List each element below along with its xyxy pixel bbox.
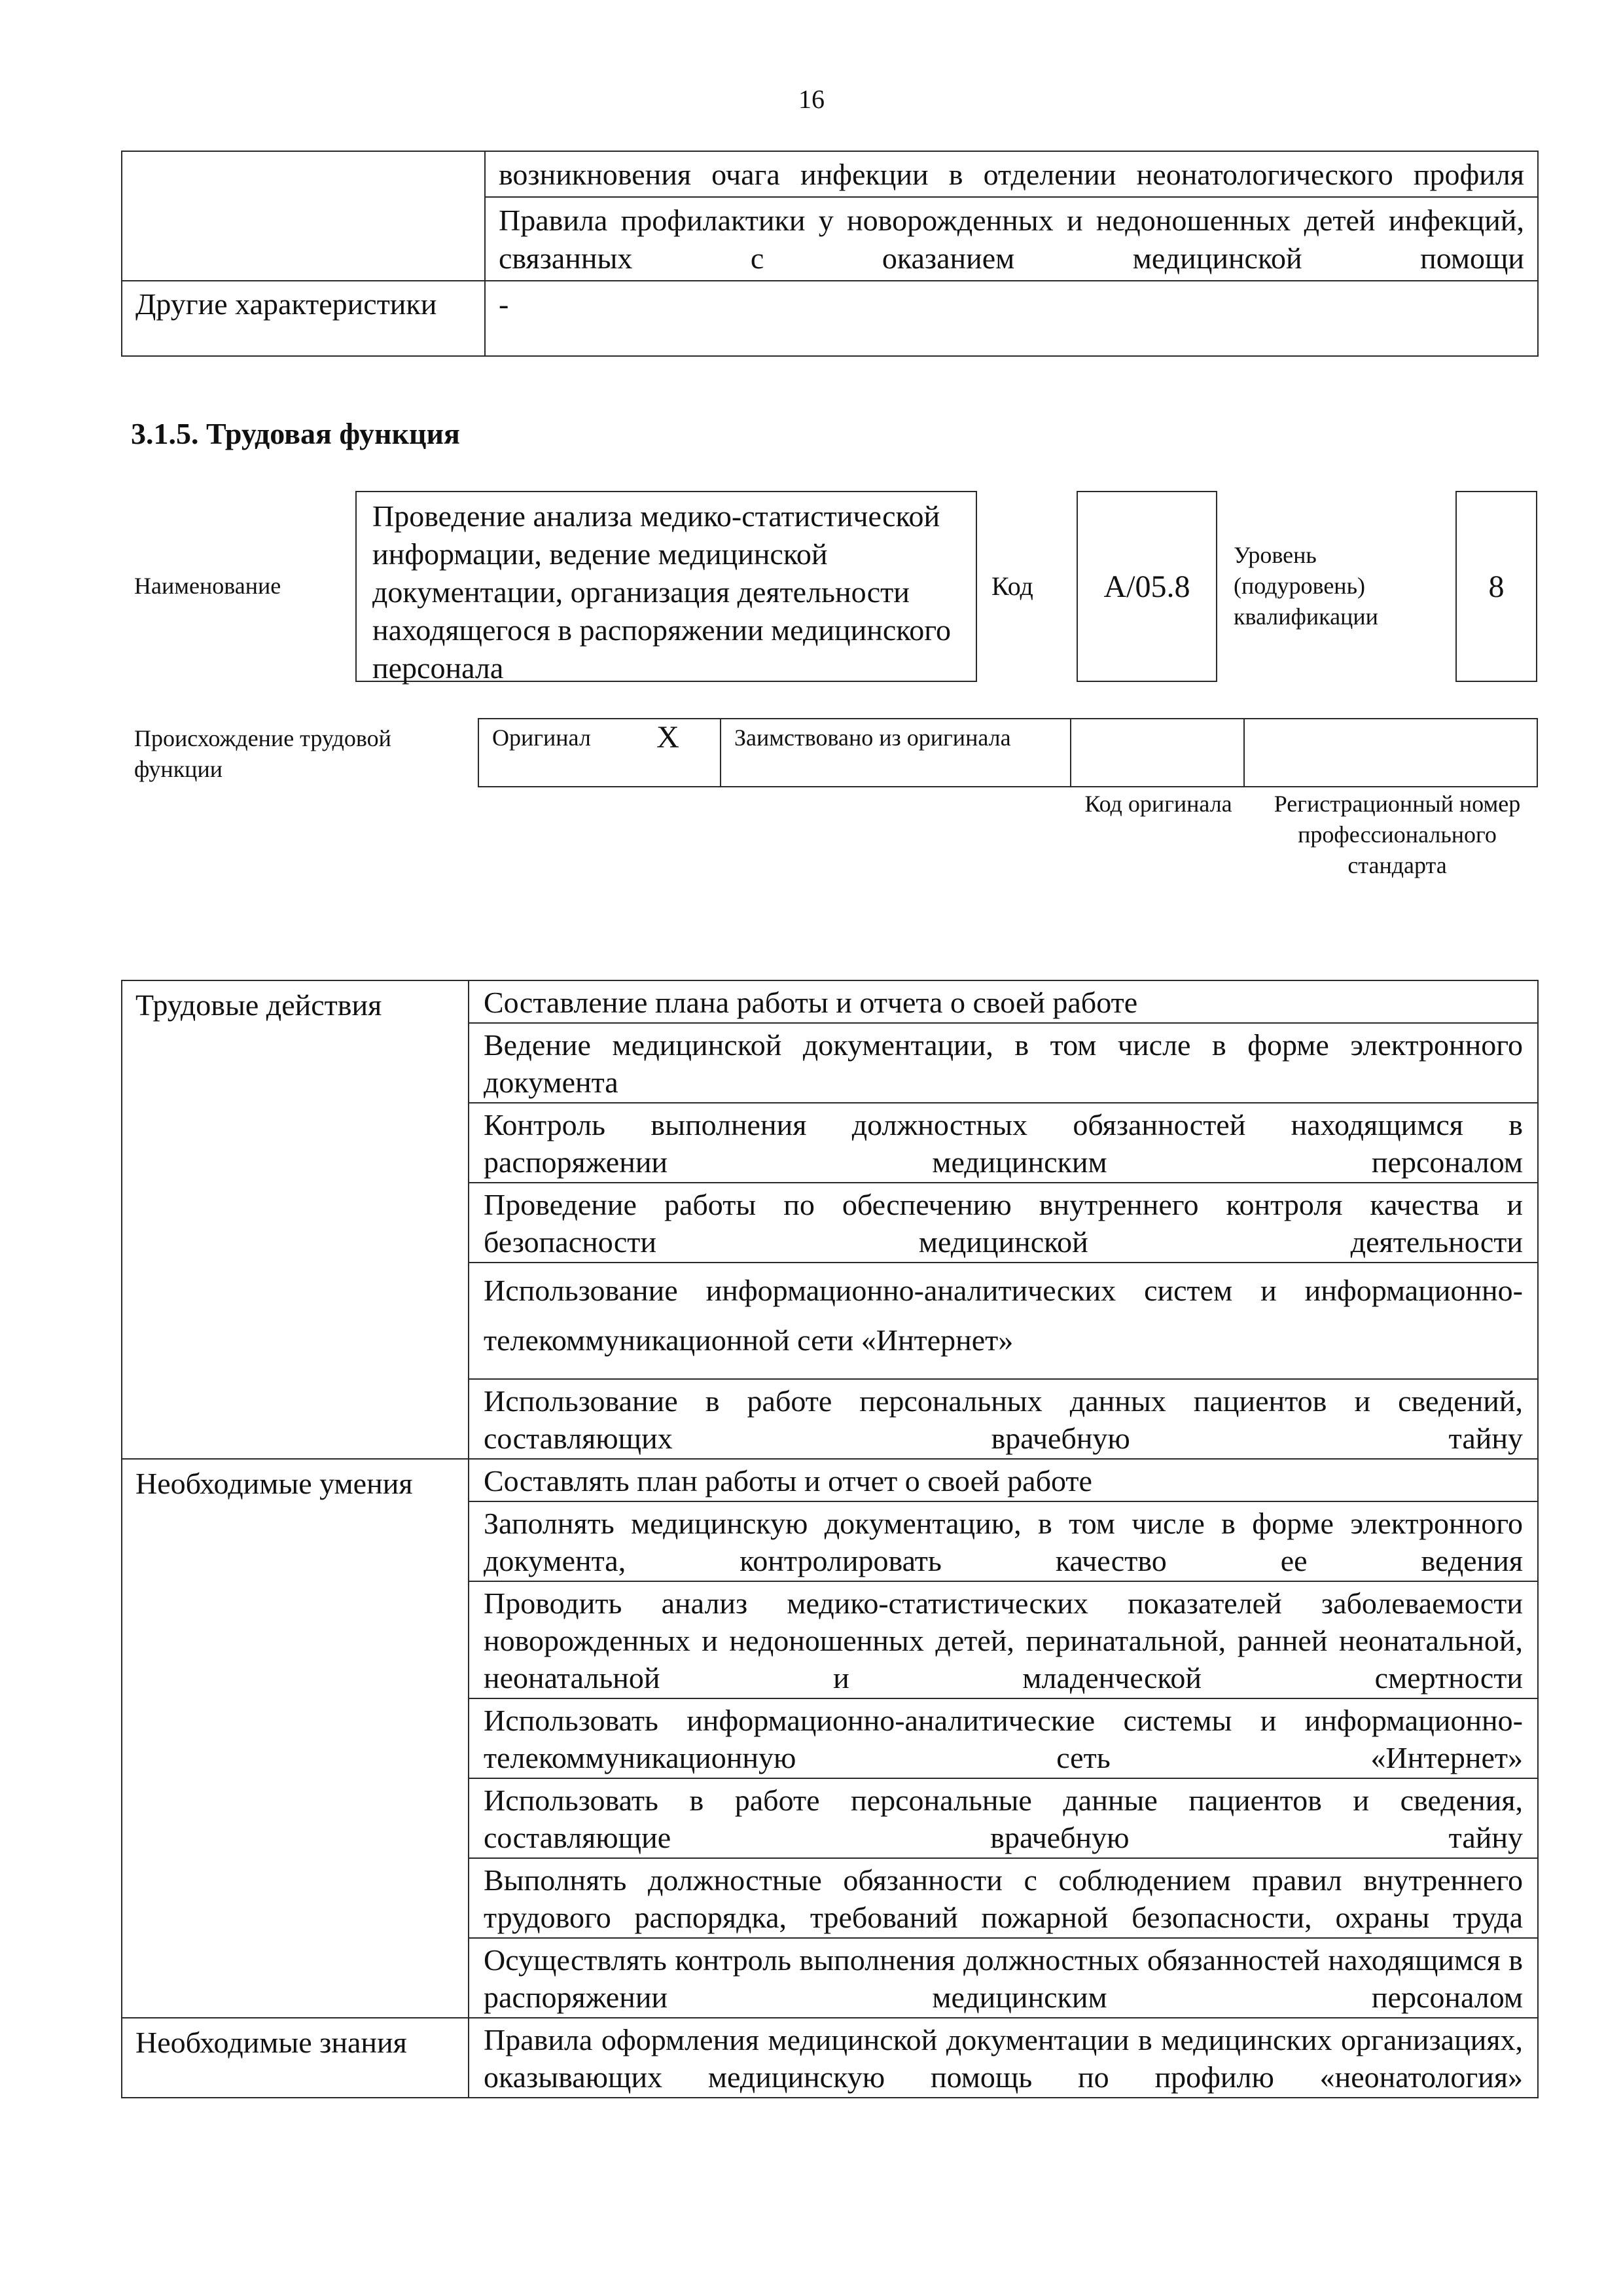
skills-label: Необходимые умения xyxy=(122,1459,469,2018)
name-label: Наименование xyxy=(134,573,281,599)
labor-action-item: Контроль выполнения должностных обязанностей находящимся в распоряжении медицинским персоналом xyxy=(469,1103,1538,1183)
skill-item: Составлять план работы и отчет о своей работе xyxy=(469,1459,1538,1501)
qualification-level-box: 8 xyxy=(1455,491,1537,682)
table-row xyxy=(122,980,1538,1023)
other-characteristics-value: - xyxy=(485,281,1538,356)
table-row xyxy=(122,151,1538,197)
skill-item: Выполнять должностные обязанности с соблюдением правил внутреннего трудового распорядка, требований пожарной безопасности, охраны труда xyxy=(469,1858,1538,1938)
knowledge-item: возникновения очага инфекции в отделении неонатологического профиля xyxy=(485,151,1538,197)
table-row xyxy=(478,719,1537,787)
skill-item: Использовать информационно-аналитические системы и информационно-телекоммуникационную сеть «Интернет» xyxy=(469,1698,1538,1778)
skill-item: Использовать в работе персональные данные пациентов и сведения, составляющие врачебную тайну xyxy=(469,1778,1538,1858)
knowledge-label: Необходимые знания xyxy=(122,2018,469,2098)
page-number: 16 xyxy=(798,84,825,114)
original-code-cell xyxy=(1071,719,1244,787)
table-row xyxy=(122,281,1538,356)
empty-label-cell xyxy=(122,151,485,281)
borrowed-label: Заимствовано из оригинала xyxy=(721,719,1071,787)
knowledge-item: Правила оформления медицинской документации в медицинских организациях, оказывающих медицинскую помощь по профилю «неонатология» xyxy=(469,2018,1538,2098)
original-mark: X xyxy=(616,719,721,787)
labor-action-item: Ведение медицинской документации, в том числе в форме электронного документа xyxy=(469,1023,1538,1103)
original-code-caption: Код оригинала xyxy=(1084,791,1232,817)
registration-number-caption: Регистрационный номер профессионального стандарта xyxy=(1274,791,1521,878)
continuation-table xyxy=(121,151,1539,357)
knowledge-item: Правила профилактики у новорожденных и недоношенных детей инфекций, связанных с оказанием медицинской помощи xyxy=(485,197,1538,281)
registration-number-cell xyxy=(1244,719,1537,787)
other-characteristics-label: Другие характеристики xyxy=(122,281,485,356)
qualification-level-label: Уровень (подуровень) квалификации xyxy=(1234,542,1378,630)
main-table xyxy=(121,980,1539,2098)
labor-action-item: Составление плана работы и отчета о своей работе xyxy=(469,980,1538,1023)
labor-action-item: Использование информационно-аналитических систем и информационно-телекоммуникационной сети «Интернет» xyxy=(469,1263,1538,1379)
skill-item: Проводить анализ медико-статистических показателей заболеваемости новорожденных и недоношенных детей, перинатальной, ранней неонатальной, неонатальной и младенческой смертности xyxy=(469,1581,1538,1698)
function-name-box: Проведение анализа медико-статистической информации, ведение медицинской документации, организация деятельности находящегося в распоряжении медицинского персонала xyxy=(355,491,977,682)
skill-item: Осуществлять контроль выполнения должностных обязанностей находящимся в распоряжении медицинским персоналом xyxy=(469,1938,1538,2018)
table-row xyxy=(122,1459,1538,1501)
code-label: Код xyxy=(991,571,1033,601)
labor-actions-label: Трудовые действия xyxy=(122,980,469,1459)
labor-action-item: Использование в работе персональных данных пациентов и сведений, составляющих врачебную тайну xyxy=(469,1379,1538,1459)
table-row xyxy=(122,2018,1538,2098)
skill-item: Заполнять медицинскую документацию, в том числе в форме электронного документа, контролировать качество ее ведения xyxy=(469,1501,1538,1581)
labor-action-item: Проведение работы по обеспечению внутреннего контроля качества и безопасности медицинской деятельности xyxy=(469,1183,1538,1263)
section-title: 3.1.5. Трудовая функция xyxy=(131,417,460,450)
code-value-box: A/05.8 xyxy=(1077,491,1217,682)
original-label: Оригинал xyxy=(478,719,616,787)
origin-table xyxy=(478,718,1538,787)
origin-label: Происхождение трудовой функции xyxy=(134,725,391,782)
